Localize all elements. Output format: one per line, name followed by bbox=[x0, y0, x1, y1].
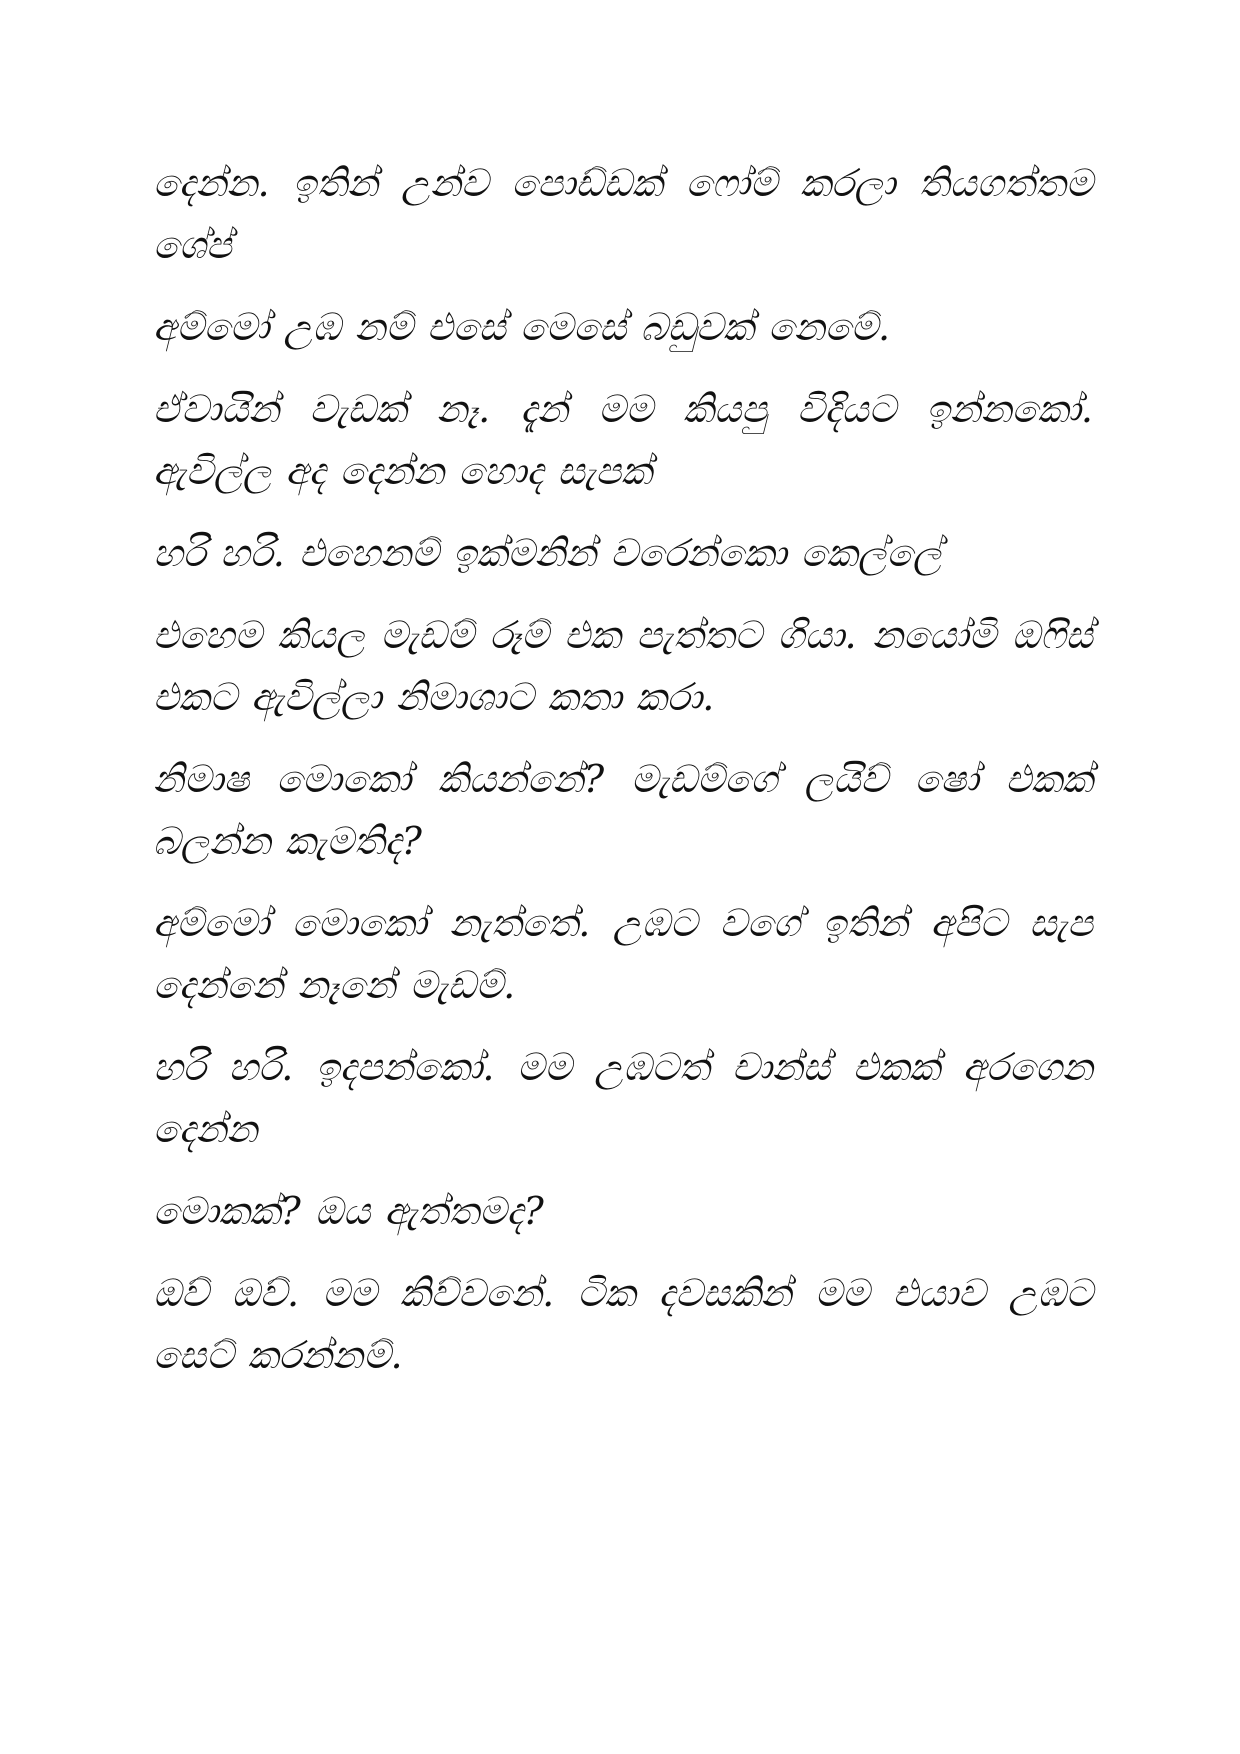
story-text bbox=[153, 152, 1093, 1406]
paragraph-7: අම්මෝ මොකෝ නැත්තේ. උඹට වගේ ඉතින් අපිට සැප දෙන්නේ නෑනේ මැඩම්. bbox=[153, 901, 1093, 1007]
paragraph-2: අම්මෝ උඹ නම් එසේ මෙසේ බඩුවක් නෙමේ. bbox=[153, 305, 891, 349]
paragraph-1: දෙන්න. ඉතින් උන්ව පොඩ්ඩක් ෆෝම් කරලා තියගත්තම ශේප් bbox=[153, 161, 1093, 267]
paragraph-9: මොකක්? ඔය ඇත්තමද? bbox=[153, 1189, 544, 1233]
paragraph-5: එහෙම කියල මැඩම් රූම් එක පැත්තට ගියා. නයෝමි ඔෆිස් එකට ඇවිල්ලා නිමාශාට කතා කරා. bbox=[153, 613, 1093, 719]
paragraph-8: හරි හරි. ඉදපන්කෝ. මම උඹටත් චාන්ස් එකක් අරගෙන දෙන්න bbox=[153, 1045, 1093, 1151]
paragraph-10: ඔව් ඔව්. මම කිව්වනේ. ටික දවසකින් මම එයාව උඹට සෙට් කරන්නම්. bbox=[153, 1271, 1093, 1377]
paragraph-3: ඒවායින් වැඩක් නෑ. දැන් මම කියපු විදියට ඉන්නකෝ. ඇවිල්ල අද දෙන්න හොද සැපක් bbox=[153, 387, 1093, 493]
paragraph-6: නිමාෂ මොකෝ කියන්නේ? මැඩම්ගේ ලයිව් ෂෝ එකක් බලන්න කැමතිද? bbox=[153, 757, 1093, 863]
paragraph-4: හරි හරි. එහෙනම් ඉක්මනින් වරෙන්කො කෙල්ලේ bbox=[153, 531, 942, 575]
